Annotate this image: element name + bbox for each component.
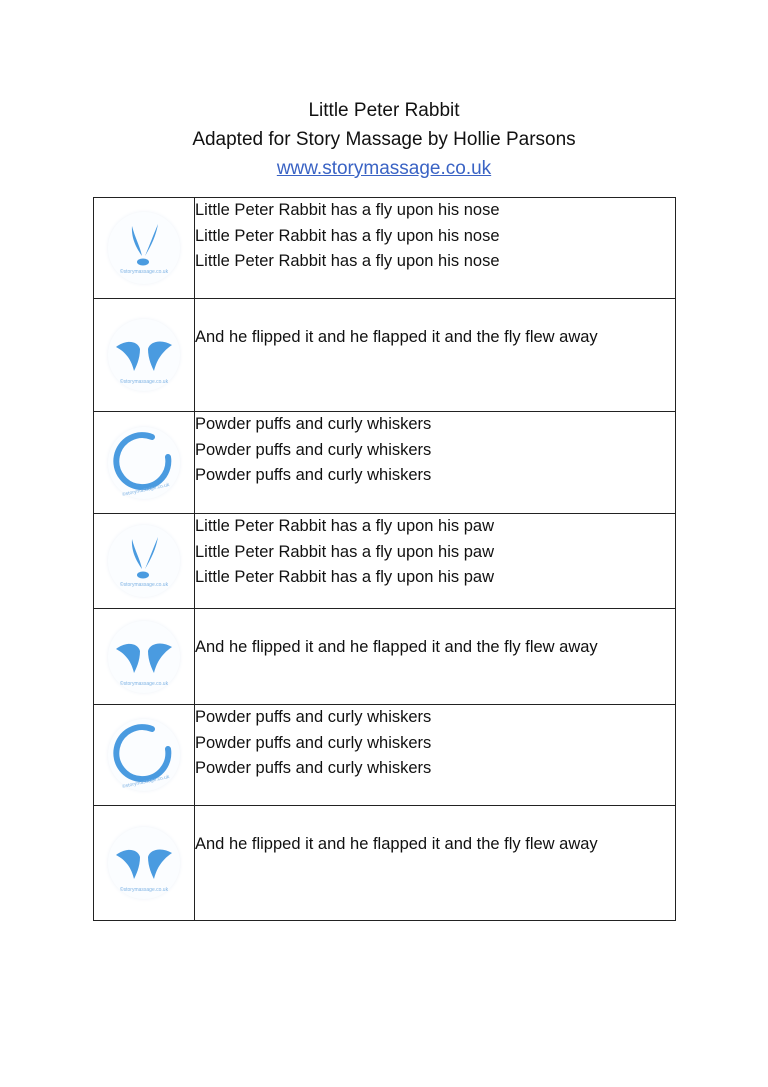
- table-row: [94, 514, 676, 609]
- table-row: [94, 412, 676, 514]
- story-line: Little Peter Rabbit has a fly upon his nose: [195, 252, 500, 270]
- stroke-image-cell: [94, 514, 195, 609]
- story-line: Powder puffs and curly whiskers: [195, 733, 432, 752]
- story-line: Little Peter Rabbit has a fly upon his paw: [195, 542, 495, 561]
- story-line: Powder puffs and curly whiskers: [195, 759, 432, 777]
- story-line: Powder puffs and curly whiskers: [195, 440, 432, 459]
- circle-stroke-icon: [108, 427, 180, 499]
- stroke-image-cell: [94, 299, 195, 412]
- table-row: [94, 705, 676, 806]
- story-text-cell: [195, 514, 676, 609]
- website-link[interactable]: www.storymassage.co.uk: [276, 158, 492, 179]
- story-line: Powder puffs and curly whiskers: [195, 466, 432, 484]
- document-header: [0, 96, 768, 183]
- watermark-text: ©storymassage.co.uk: [119, 269, 169, 275]
- sweep-stroke-icon: [108, 621, 180, 693]
- story-line: Powder puffs and curly whiskers: [195, 708, 432, 726]
- rabbit-ears-stroke-icon: [108, 525, 180, 597]
- story-table: [93, 197, 676, 921]
- watermark-text: ©storymassage.co.uk: [119, 680, 169, 687]
- watermark-text: ©storymassage.co.uk: [121, 774, 170, 790]
- stroke-image-cell: [94, 705, 195, 806]
- sweep-stroke-icon: [108, 319, 180, 391]
- story-text-cell: [195, 299, 676, 412]
- story-line: Little Peter Rabbit has a fly upon his paw: [195, 517, 495, 535]
- stroke-image-cell: [94, 609, 195, 705]
- table-row: [94, 198, 676, 299]
- story-line: Little Peter Rabbit has a fly upon his paw: [195, 568, 495, 586]
- story-line: Little Peter Rabbit has a fly upon his nose: [195, 201, 500, 219]
- story-line: And he flipped it and he flapped it and the fly flew away: [195, 328, 598, 346]
- table-row: [94, 806, 676, 921]
- watermark-text: ©storymassage.co.uk: [119, 887, 169, 893]
- document-subtitle: Adapted for Story Massage by Hollie Parsons: [192, 129, 576, 150]
- table-row: [94, 609, 676, 705]
- story-line: And he flipped it and he flapped it and the fly flew away: [195, 638, 598, 656]
- watermark-text: ©storymassage.co.uk: [119, 379, 169, 385]
- story-line: Little Peter Rabbit has a fly upon his nose: [195, 226, 500, 245]
- story-line: Powder puffs and curly whiskers: [195, 415, 432, 433]
- rabbit-ears-stroke-icon: [108, 212, 180, 284]
- stroke-image-cell: [94, 412, 195, 514]
- story-text-cell: [195, 806, 676, 921]
- circle-stroke-icon: [108, 719, 180, 791]
- story-text-cell: [195, 412, 676, 514]
- story-text-cell: [195, 198, 676, 299]
- watermark-text: ©storymassage.co.uk: [119, 582, 169, 588]
- story-line: And he flipped it and he flapped it and the fly flew away: [195, 835, 598, 853]
- stroke-image-cell: [94, 198, 195, 299]
- story-text-cell: [195, 609, 676, 705]
- stroke-image-cell: [94, 806, 195, 921]
- table-row: [94, 299, 676, 412]
- sweep-stroke-icon: [108, 827, 180, 899]
- document-title: Little Peter Rabbit: [308, 100, 460, 121]
- story-text-cell: [195, 705, 676, 806]
- watermark-text: ©storymassage.co.uk: [121, 481, 170, 498]
